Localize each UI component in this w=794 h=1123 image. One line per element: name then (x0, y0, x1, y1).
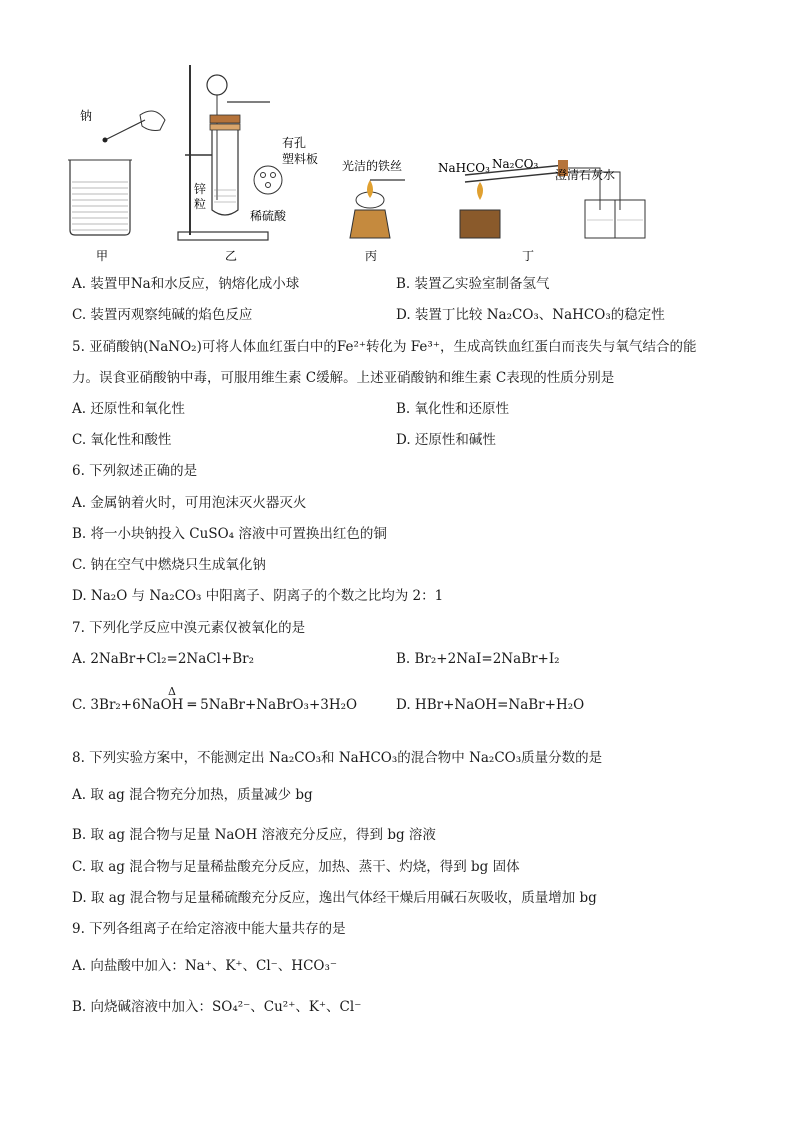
q8-option-c: C. 取 ag 混合物与足量稀盐酸充分反应，加热、蒸干、灼烧，得到 bg 固体 (72, 859, 520, 875)
label-zinc-2: 粒 (194, 197, 207, 211)
q8-option-b: B. 取 ag 混合物与足量 NaOH 溶液充分反应，得到 bg 溶液 (72, 827, 436, 843)
q6-option-c: C. 钠在空气中燃烧只生成氧化钠 (72, 557, 266, 573)
q5-stem-line-2: 力。误食亚硝酸钠中毒，可服用维生素 C缓解。上述亚硝酸钠和维生素 C表现的性质分别是 (72, 370, 615, 386)
q6-stem: 6. 下列叙述正确的是 (72, 463, 198, 479)
q4-option-c: C. 装置丙观察纯碱的焰色反应 (72, 307, 253, 323)
q7-option-b: B. Br₂+2NaI=2NaBr+I₂ (396, 651, 560, 667)
q7-option-c: C. 3Br₂+6NaOH ═ 5NaBr+NaBrO₃+3H₂O (72, 697, 358, 713)
label-plate-2: 塑料板 (282, 152, 319, 166)
label-na2co3: Na₂CO₃ (492, 157, 539, 171)
q4-option-d: D. 装置丁比较 Na₂CO₃、NaHCO₃的稳定性 (396, 307, 665, 323)
label-wire: 光洁的铁丝 (342, 159, 403, 173)
q6-option-b: B. 将一小块钠投入 CuSO₄ 溶液中可置换出红色的铜 (72, 526, 387, 542)
q6-option-d: D. Na₂O 与 Na₂CO₃ 中阳离子、阴离子的个数之比均为 2：1 (72, 588, 444, 604)
q8-option-a: A. 取 ag 混合物充分加热，质量减少 bg (72, 787, 313, 803)
apparatus-bing (350, 180, 405, 238)
label-nahco3: NaHCO₃ (438, 161, 490, 175)
label-zinc-1: 锌 (194, 182, 207, 196)
q9-option-b: B. 向烧碱溶液中加入：SO₄²⁻、Cu²⁺、K⁺、Cl⁻ (72, 999, 362, 1015)
caption-yi: 乙 (225, 249, 238, 263)
caption-ding: 丁 (522, 249, 535, 263)
q4-option-b: B. 装置乙实验室制备氢气 (396, 276, 550, 292)
q7-option-d: D. HBr+NaOH=NaBr+H₂O (396, 697, 585, 713)
q7-option-a: A. 2NaBr+Cl₂=2NaCl+Br₂ (72, 651, 255, 667)
q7-stem: 7. 下列化学反应中溴元素仅被氧化的是 (72, 620, 306, 636)
apparatus-figures (60, 60, 740, 270)
q5-option-b: B. 氧化性和还原性 (396, 401, 510, 417)
q9-stem: 9. 下列各组离子在给定溶液中能大量共存的是 (72, 921, 346, 937)
label-plate-1: 有孔 (282, 136, 307, 150)
q7-option-c-delta: Δ (168, 685, 176, 698)
q8-stem: 8. 下列实验方案中，不能测定出 Na₂CO₃和 NaHCO₃的混合物中 Na₂CO₃质量分数的是 (72, 750, 603, 766)
caption-bing: 丙 (365, 249, 378, 263)
q9-option-a: A. 向盐酸中加入：Na⁺、K⁺、Cl⁻、HCO₃⁻ (72, 958, 338, 974)
q5-option-c: C. 氧化性和酸性 (72, 432, 172, 448)
q6-option-a: A. 金属钠着火时，可用泡沫灭火器灭火 (72, 495, 307, 511)
apparatus-jia (68, 111, 165, 235)
q4-option-a: A. 装置甲Na和水反应，钠熔化成小球 (72, 276, 300, 292)
q5-option-d: D. 还原性和碱性 (396, 432, 496, 448)
label-limewater: 澄清石灰水 (555, 168, 616, 182)
q5-option-a: A. 还原性和氧化性 (72, 401, 185, 417)
label-sodium: 钠 (80, 109, 93, 123)
label-acid: 稀硫酸 (250, 209, 287, 223)
q5-stem-line-1: 5. 亚硝酸钠(NaNO₂)可将人体血红蛋白中的Fe²⁺转化为 Fe³⁺，生成高铁血红蛋白而丧失与氧气结合的能 (72, 339, 697, 355)
q8-option-d: D. 取 ag 混合物与足量稀硫酸充分反应，逸出气体经干燥后用碱石灰吸收，质量增加 bg (72, 890, 597, 906)
caption-jia: 甲 (96, 249, 109, 263)
